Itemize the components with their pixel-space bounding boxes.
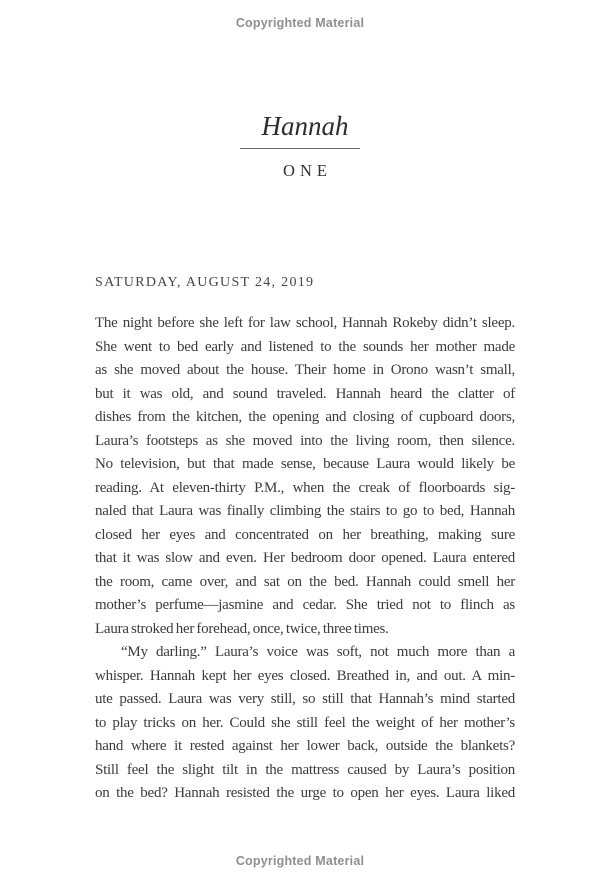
body-line: but it was old, and sound traveled. Hannah heard the clatter of: [95, 385, 515, 402]
body-line: The night before she left for law school, Hannah Rokeby didn’t sleep.: [95, 315, 515, 331]
copyright-notice-top: Copyrighted Material: [235, 16, 365, 30]
body-line: the room, came over, and sat on the bed. Hannah could smell her: [95, 573, 515, 590]
body-line: to play tricks on her. Could she still feel the weight of her mother’s: [95, 714, 515, 731]
body-line: closed her eyes and concentrated on her breathing, making sure: [95, 526, 515, 543]
title-divider-rule: [240, 148, 360, 149]
copyright-notice-bottom: Copyrighted Material: [235, 854, 365, 868]
date-line: SATURDAY, AUGUST 24, 2019: [95, 275, 315, 290]
body-line: dishes from the kitchen, the opening and closing of cupboard doors,: [95, 409, 515, 425]
body-line: No television, but that made sense, because Laura would likely be: [95, 456, 515, 472]
body-line: Laura stroked her forehead, once, twice, three times.: [95, 620, 389, 637]
body-line: She went to bed early and listened to the sounds her mother made: [95, 338, 515, 355]
body-line: that it was slow and even. Her bedroom door opened. Laura entered: [95, 550, 515, 566]
paragraph: [95, 312, 515, 641]
paragraph: [95, 641, 515, 806]
body-line: reading. At eleven-thirty P.M., when the creak of floorboards sig-: [95, 479, 515, 496]
body-line: “My darling.” Laura’s voice was soft, not much more than a: [121, 644, 515, 660]
body-line: mother’s perfume—jasmine and cedar. She tried not to flinch as: [95, 597, 515, 613]
body-line: whisper. Hannah kept her eyes closed. Breathed in, and out. A min-: [95, 667, 515, 684]
chapter-number: ONE: [283, 161, 332, 180]
body-line: naled that Laura was finally climbing the stairs to go to bed, Hannah: [95, 503, 515, 519]
body-line: as she moved about the house. Their home in Orono wasn’t small,: [95, 362, 515, 378]
body-line: hand where it rested against her lower back, outside the blankets?: [95, 738, 515, 754]
body-line: Laura’s footsteps as she moved into the living room, then silence.: [95, 432, 515, 449]
body-line: Still feel the slight tilt in the mattress caused by Laura’s position: [95, 761, 515, 778]
chapter-title: Hannah: [261, 111, 349, 141]
body-line: on the bed? Hannah resisted the urge to open her eyes. Laura liked: [95, 785, 515, 801]
body-line: ute passed. Laura was very still, so still that Hannah’s mind started: [95, 691, 515, 707]
body-text: [95, 312, 515, 806]
